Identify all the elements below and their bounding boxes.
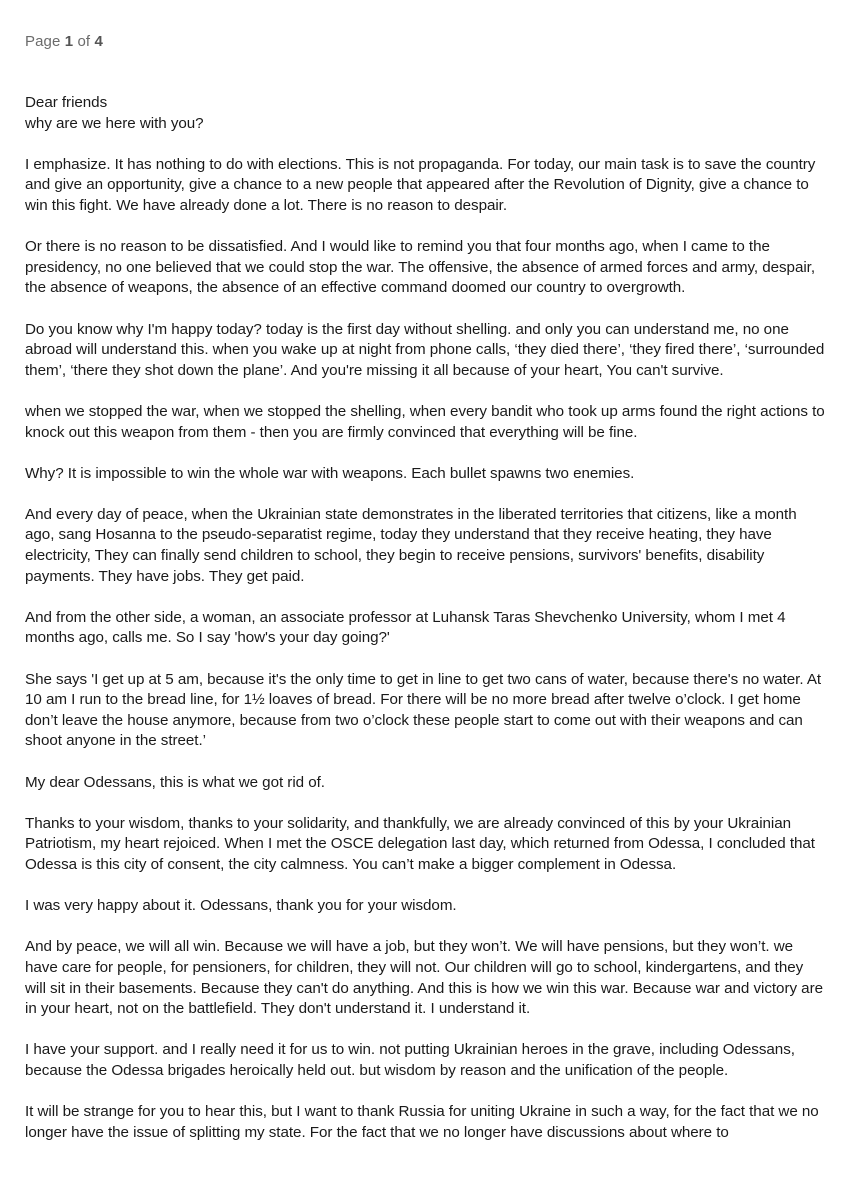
paragraph: It will be strange for you to hear this, but I want to thank Russia for uniting Ukraine in such a way, for the fact that we no longer have the issue of splitting my state. For the fact that we no longer have discussions about where to — [25, 1103, 819, 1141]
page-counter — [25, 33, 103, 50]
paragraph: Or there is no reason to be dissatisfied. And I would like to remind you that four months ago, when I came to the presidency, no one believed that we could stop the war. The offensive, the absence of armed forces and army, despair, the absence of weapons, the absence of an effective command doomed our country to overgrowth. — [25, 238, 816, 297]
paragraph: when we stopped the war, when we stopped the shelling, when every bandit who took up arms found the right actions to knock out this weapon from them - then you are firmly convinced that everything will be fine. — [25, 402, 825, 441]
paragraph: And by peace, we will all win. Because we will have a job, but they won’t. We will have pensions, but they won’t. we have care for people, for pensioners, for children, they will not. Our children will go to school, kindergartens, and they will sit in their basements. Because they can't do anything. And this is how we win this war. Because war and victory are in your heart, not on the battlefield. They don't understand it. I understand it. — [25, 938, 823, 1018]
paragraph: I was very happy about it. Odessans, thank you for your wisdom. — [25, 897, 457, 915]
paragraph: I have your support. and I really need it for us to win. not putting Ukrainian heroes in the grave, including Odessans, because the Odessa brigades heroically held out. but wisdom by reason and the unification of the people. — [25, 1041, 795, 1079]
document-body — [25, 93, 825, 1164]
page-prefix: Page — [25, 33, 61, 50]
paragraph: I emphasize. It has nothing to do with elections. This is not propaganda. For today, our main task is to save the country and give an opportunity, give a chance to a new people that appeared after the Revolution of Dignity, give a chance to win this fight. We have already done a lot. There is no reason to despair. — [25, 155, 816, 214]
paragraph: Thanks to your wisdom, thanks to your solidarity, and thankfully, we are already convinced of this by your Ukrainian Patriotism, my heart rejoiced. When I met the OSCE delegation last day, which returned from Odessa, I concluded that Odessa is this city of consent, the city calmness. You can’t make a bigger complement in Odessa. — [25, 814, 815, 873]
paragraph: Why? It is impossible to win the whole war with weapons. Each bullet spawns two enemies. — [25, 464, 635, 482]
paragraph-greeting: Dear friends why are we here with you? — [25, 94, 204, 132]
paragraph: And from the other side, a woman, an associate professor at Luhansk Taras Shevchenko University, whom I met 4 months ago, calls me. So I say 'how's your day going?' — [25, 608, 786, 647]
paragraph: And every day of peace, when the Ukrainian state demonstrates in the liberated territories that citizens, like a month ago, sang Hosanna to the pseudo-separatist regime, today they understand that they receive heating, they have electricity, They can finally send children to school, they begin to receive pensions, survivors' benefits, disability payments. They have jobs. They get paid. — [25, 505, 797, 585]
paragraph: My dear Odessans, this is what we got rid of. — [25, 773, 325, 791]
paragraph: She says 'I get up at 5 am, because it's the only time to get in line to get two cans of water, because there's no water. At 10 am I run to the bread line, for 1½ loaves of bread. For there will be no more bread after twelve o’clock. I get home don’t leave the house anymore, because from two o’clock these people start to come out with their weapons and can shoot anyone in the street.’ — [25, 670, 822, 750]
paragraph: Do you know why I'm happy today? today is the first day without shelling. and only you can understand me, no one abroad will understand this. when you wake up at night from phone calls, ‘they died there’, ‘they fired there’, ‘surrounded them’, ‘there they shot down the plane’. And you're missing it all because of your heart, You can't survive. — [25, 320, 825, 379]
current-page-number: 1 — [64, 33, 74, 50]
total-pages-number: 4 — [94, 33, 103, 50]
page-separator: of — [77, 33, 91, 50]
